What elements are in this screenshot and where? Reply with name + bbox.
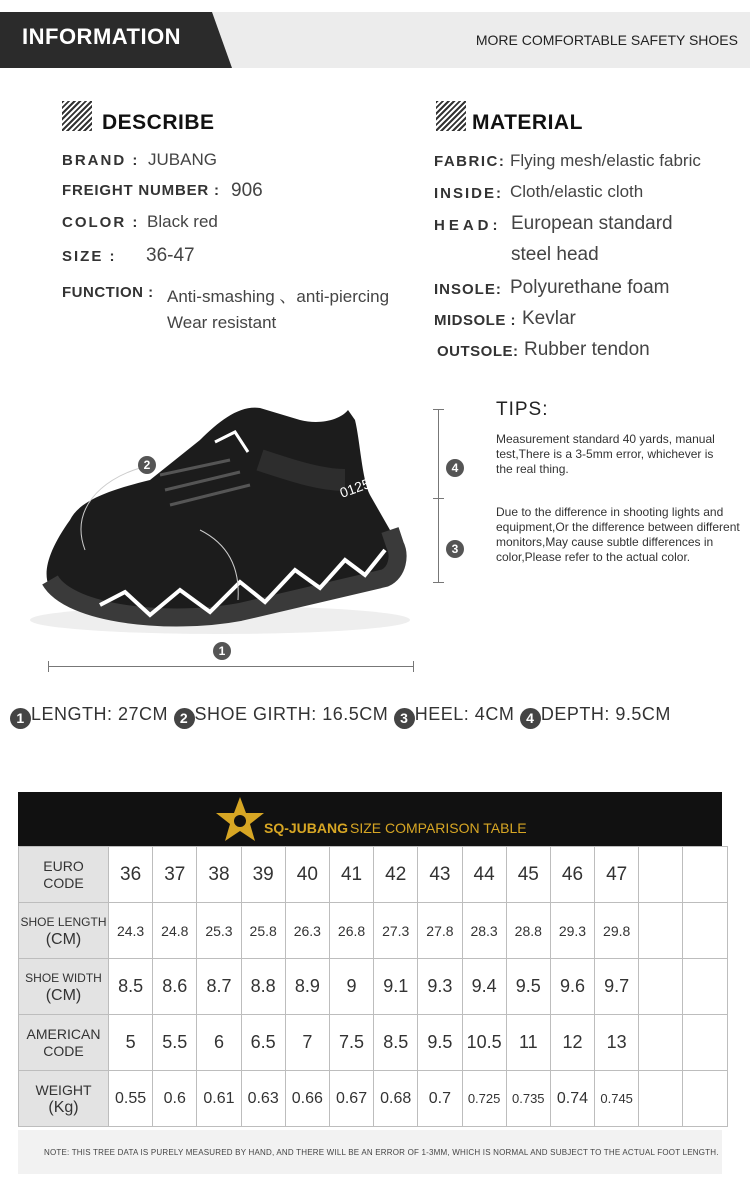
header-title: INFORMATION <box>22 24 182 49</box>
table-row <box>19 1015 728 1071</box>
table-cell <box>639 903 683 959</box>
table-cell: 8.8 <box>241 959 285 1015</box>
table-cell: 27.8 <box>418 903 462 959</box>
dim-girth: SHOE GIRTH: 16.5CM <box>194 704 389 724</box>
vertical-tick <box>433 582 444 583</box>
table-cell: 24.8 <box>153 903 197 959</box>
stripes-icon <box>62 101 92 131</box>
table-cell: 47 <box>595 847 639 903</box>
badge-3: 3 <box>446 540 464 558</box>
dimensions-line <box>10 704 671 729</box>
badge-4: 4 <box>446 459 464 477</box>
table-cell: 44 <box>462 847 506 903</box>
star-logo-icon <box>214 795 266 843</box>
insole-label: INSOLE: <box>434 281 502 298</box>
table-cell: 45 <box>506 847 550 903</box>
function-value-2: Wear resistant <box>167 313 277 332</box>
table-cell: 41 <box>329 847 373 903</box>
table-cell: 6 <box>197 1015 241 1071</box>
length-tick <box>48 661 49 672</box>
table-cell: 5.5 <box>153 1015 197 1071</box>
table-cell: 36 <box>109 847 153 903</box>
header-subtitle: MORE COMFORTABLE SAFETY SHOES <box>475 32 738 48</box>
table-cell: 39 <box>241 847 285 903</box>
table-cell: 9.1 <box>374 959 418 1015</box>
table-cell: 10.5 <box>462 1015 506 1071</box>
function-value-1: Anti-smashing 、anti-piercing <box>167 287 390 306</box>
table-cell: 12 <box>550 1015 594 1071</box>
row-header-line: AMERICAN <box>26 1025 101 1042</box>
table-cell: 9.7 <box>595 959 639 1015</box>
row-header-line: CODE <box>43 874 84 891</box>
table-cell: 13 <box>595 1015 639 1071</box>
color-value: Black red <box>147 212 218 231</box>
table-cell: 26.8 <box>329 903 373 959</box>
fabric-value: Flying mesh/elastic fabric <box>510 151 701 170</box>
badge-2: 2 <box>174 708 195 729</box>
size-grid <box>18 846 728 1127</box>
table-cell: 0.74 <box>550 1071 594 1127</box>
table-cell: 25.3 <box>197 903 241 959</box>
table-cell: 28.8 <box>506 903 550 959</box>
table-cell: 29.8 <box>595 903 639 959</box>
table-cell: 6.5 <box>241 1015 285 1071</box>
table-cell: 27.3 <box>374 903 418 959</box>
badge-1: 1 <box>10 708 31 729</box>
brand-value: JUBANG <box>148 150 217 169</box>
row-header-line: (CM) <box>45 986 82 1004</box>
brand-label: BRAND : <box>62 152 140 169</box>
table-cell: 0.745 <box>595 1071 639 1127</box>
dim-depth: DEPTH: 9.5CM <box>540 704 671 724</box>
table-cell: 28.3 <box>462 903 506 959</box>
table-cell: 8.6 <box>153 959 197 1015</box>
row-header-line: WEIGHT <box>35 1081 92 1098</box>
freight-label: FREIGHT NUMBER : <box>62 182 220 199</box>
table-row <box>19 959 728 1015</box>
head-value-1: European standard <box>511 213 673 234</box>
inside-value: Cloth/elastic cloth <box>510 182 644 201</box>
table-cell <box>639 847 683 903</box>
tips-title: TIPS: <box>496 399 549 420</box>
table-cell: 0.63 <box>241 1071 285 1127</box>
table-cell: 9.4 <box>462 959 506 1015</box>
table-title: SIZE COMPARISON TABLE <box>350 820 527 836</box>
table-cell: 0.725 <box>462 1071 506 1127</box>
describe-title: DESCRIBE <box>102 111 215 134</box>
table-cell: 7 <box>285 1015 329 1071</box>
table-cell: 8.5 <box>109 959 153 1015</box>
fabric-label: FABRIC: <box>434 153 506 170</box>
color-label: COLOR : <box>62 214 140 231</box>
table-row <box>19 903 728 959</box>
size-value: 36-47 <box>146 245 195 266</box>
row-header-line: EURO <box>43 857 84 874</box>
table-cell: 0.7 <box>418 1071 462 1127</box>
length-tick <box>413 661 414 672</box>
badge-3: 3 <box>394 708 415 729</box>
table-cell <box>683 847 727 903</box>
table-cell: 8.7 <box>197 959 241 1015</box>
row-header <box>19 847 109 903</box>
row-header-line: (CM) <box>45 930 82 948</box>
row-header <box>19 959 109 1015</box>
shoe-print: 0125 <box>337 475 373 501</box>
table-cell: 8.5 <box>374 1015 418 1071</box>
dim-heel: HEEL: 4CM <box>414 704 515 724</box>
table-cell: 9.6 <box>550 959 594 1015</box>
table-cell: 42 <box>374 847 418 903</box>
row-header <box>19 1015 109 1071</box>
outsole-value: Rubber tendon <box>524 339 650 360</box>
size-table-header <box>18 792 722 846</box>
table-cell: 9 <box>329 959 373 1015</box>
table-cell: 11 <box>506 1015 550 1071</box>
table-cell <box>683 1071 727 1127</box>
table-cell: 43 <box>418 847 462 903</box>
table-cell <box>683 959 727 1015</box>
table-brand: SQ-JUBANG <box>264 820 349 836</box>
badge-2: 2 <box>138 456 156 474</box>
head-label: HEAD: <box>434 217 502 234</box>
vertical-tick <box>433 498 444 499</box>
outsole-label: OUTSOLE: <box>437 343 519 360</box>
row-header <box>19 903 109 959</box>
size-label: SIZE : <box>62 248 117 265</box>
row-header <box>19 1071 109 1127</box>
table-cell: 0.68 <box>374 1071 418 1127</box>
table-cell: 25.8 <box>241 903 285 959</box>
table-cell: 29.3 <box>550 903 594 959</box>
table-row <box>19 1071 728 1127</box>
table-cell <box>683 1015 727 1071</box>
inside-label: INSIDE: <box>434 185 504 202</box>
insole-value: Polyurethane foam <box>510 277 670 298</box>
length-line <box>48 666 414 667</box>
tip-measurement: Measurement standard 40 yards, manual test,There is a 3-5mm error, whichever is the real thing. <box>496 432 715 476</box>
table-cell <box>683 903 727 959</box>
shoe-illustration <box>0 380 430 680</box>
table-cell: 26.3 <box>285 903 329 959</box>
tip-color: Due to the difference in shooting lights and equipment,Or the difference between different monitors,May cause subtle differences in color,Please refer to the actual color. <box>496 505 740 564</box>
table-cell: 0.735 <box>506 1071 550 1127</box>
freight-value: 906 <box>231 180 263 201</box>
table-cell: 8.9 <box>285 959 329 1015</box>
head-value-2: steel head <box>511 244 599 265</box>
table-cell: 9.5 <box>418 1015 462 1071</box>
row-header-line: SHOE LENGTH <box>20 914 107 929</box>
table-cell: 0.6 <box>153 1071 197 1127</box>
table-cell: 9.3 <box>418 959 462 1015</box>
dim-length: LENGTH: 27CM <box>31 704 169 724</box>
row-header-line: (Kg) <box>48 1098 79 1116</box>
table-row <box>19 847 728 903</box>
table-cell <box>639 1015 683 1071</box>
material-title: MATERIAL <box>472 111 583 134</box>
row-header-line: SHOE WIDTH <box>25 970 102 985</box>
table-cell: 9.5 <box>506 959 550 1015</box>
table-cell: 0.66 <box>285 1071 329 1127</box>
table-cell: 46 <box>550 847 594 903</box>
row-header-line: CODE <box>43 1042 84 1059</box>
table-cell: 0.67 <box>329 1071 373 1127</box>
table-cell: 40 <box>285 847 329 903</box>
table-cell: 0.61 <box>197 1071 241 1127</box>
table-cell <box>639 959 683 1015</box>
midsole-label: MIDSOLE : <box>434 312 516 329</box>
function-label: FUNCTION : <box>62 284 154 301</box>
table-cell: 5 <box>109 1015 153 1071</box>
table-cell: 38 <box>197 847 241 903</box>
vertical-line <box>438 409 439 583</box>
table-cell: 0.55 <box>109 1071 153 1127</box>
badge-1: 1 <box>213 642 231 660</box>
table-note: NOTE: THIS TREE DATA IS PURELY MEASURED BY HAND, AND THERE WILL BE AN ERROR OF 1-3MM, WHICH IS NORMAL AND SUBJECT TO THE ACTUAL FOOT LENGTH. <box>44 1148 719 1157</box>
table-cell: 7.5 <box>329 1015 373 1071</box>
badge-4: 4 <box>520 708 541 729</box>
vertical-tick <box>433 409 444 410</box>
table-cell <box>639 1071 683 1127</box>
stripes-icon <box>436 101 466 131</box>
table-cell: 37 <box>153 847 197 903</box>
table-cell: 24.3 <box>109 903 153 959</box>
midsole-value: Kevlar <box>522 308 576 329</box>
